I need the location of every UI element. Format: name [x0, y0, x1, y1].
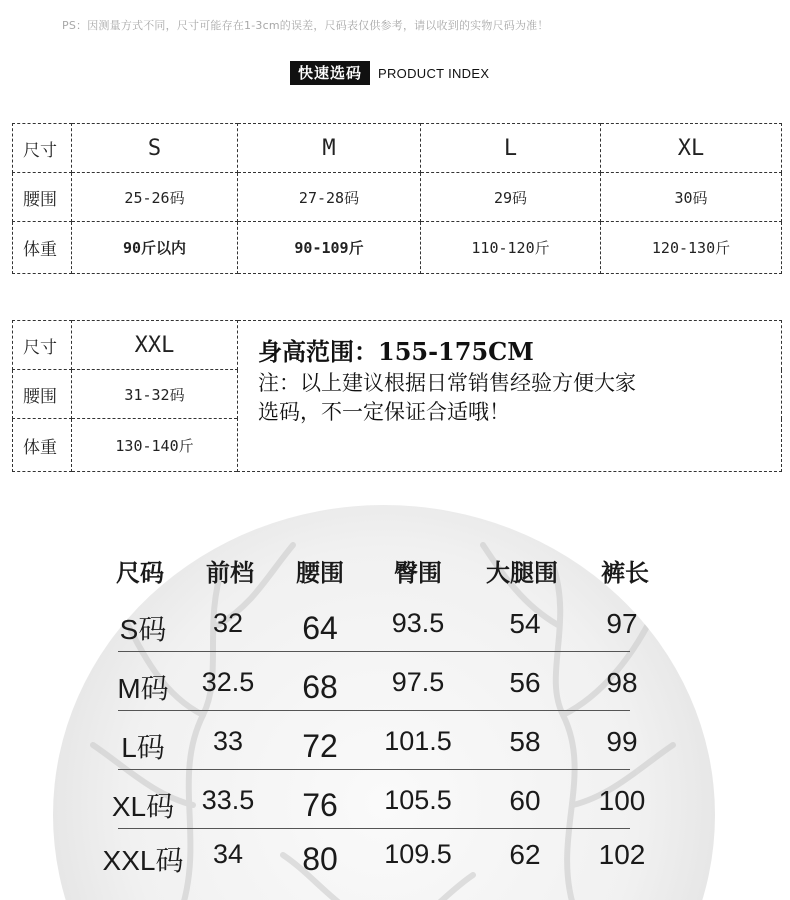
thigh-cell: 58: [509, 726, 541, 757]
weight-cell: 130-140斤: [72, 419, 238, 472]
length-cell: 99: [606, 726, 638, 757]
hip-cell: 97.5: [391, 667, 445, 697]
size-cell: M: [238, 124, 421, 173]
front-rise-cell: 34: [212, 839, 244, 869]
hip-cell: 105.5: [384, 785, 452, 815]
front-rise-cell: 33: [212, 726, 244, 756]
waist-cell: 76: [302, 787, 338, 823]
waist-cell: 27-28码: [238, 173, 421, 222]
size-label-cell: XL码: [111, 791, 175, 822]
length-cell: 100: [598, 785, 646, 816]
waist-cell: 29码: [421, 173, 601, 222]
weight-cell: 110-120斤: [421, 222, 601, 274]
thigh-cell: 62: [509, 839, 541, 870]
size-label-cell: L码: [121, 732, 165, 763]
row-divider: [118, 828, 630, 829]
size-cell: L: [421, 124, 601, 173]
waist-cell: 64: [302, 610, 338, 646]
waist-cell: 30码: [601, 173, 782, 222]
height-range-note-line1: 注：以上建议根据日常销售经验方便大家: [258, 371, 636, 395]
row-label-weight: 体重: [13, 222, 72, 274]
size-cell: XXL: [72, 321, 238, 370]
weight-cell: 90-109斤: [238, 222, 421, 274]
row-label-waist: 腰围: [13, 173, 72, 222]
size-cell: S: [72, 124, 238, 173]
length-cell: 97: [606, 608, 638, 639]
section-title-cn: 快速选码: [290, 61, 370, 85]
height-range-heading: 身高范围：155-175CM: [258, 337, 534, 366]
row-divider: [118, 710, 630, 711]
length-cell: 98: [606, 667, 638, 698]
size-label-cell: M码: [117, 673, 169, 704]
weight-cell: 90斤以内: [72, 222, 238, 274]
header-size: 尺码: [116, 559, 164, 587]
row-label-size: 尺寸: [13, 124, 72, 173]
waist-cell: 80: [302, 841, 338, 877]
height-range-note-line2: 选码，不一定保证合适哦！: [258, 400, 510, 424]
header-waist: 腰围: [296, 559, 344, 587]
hip-cell: 93.5: [391, 608, 445, 638]
row-label-size: 尺寸: [13, 321, 72, 370]
front-rise-cell: 32: [212, 608, 244, 638]
front-rise-cell: 33.5: [201, 785, 255, 815]
size-cell: XL: [601, 124, 782, 173]
front-rise-cell: 32.5: [201, 667, 255, 697]
header-front-rise: 前档: [206, 559, 254, 587]
header-thigh: 大腿围: [486, 559, 558, 587]
size-label-cell: XXL码: [102, 845, 184, 876]
length-cell: 102: [598, 839, 646, 870]
section-title-en: PRODUCT INDEX: [378, 65, 490, 81]
thigh-cell: 60: [509, 785, 541, 816]
waist-cell: 31-32码: [72, 370, 238, 419]
hip-cell: 109.5: [384, 839, 452, 869]
header-hip: 臀围: [394, 559, 442, 587]
row-divider: [118, 651, 630, 652]
waist-cell: 68: [302, 669, 338, 705]
row-label-weight: 体重: [13, 419, 72, 472]
waist-cell: 25-26码: [72, 173, 238, 222]
weight-cell: 120-130斤: [601, 222, 782, 274]
waist-cell: 72: [302, 728, 338, 764]
row-label-waist: 腰围: [13, 370, 72, 419]
row-divider: [118, 769, 630, 770]
size-label-cell: S码: [119, 614, 167, 645]
disclaimer-note: PS：因测量方式不同，尺寸可能存在1-3cm的误差，尺码表仅供参考，请以收到的实物尺码为准！: [62, 19, 549, 32]
header-length: 裤长: [601, 559, 649, 587]
hip-cell: 101.5: [384, 726, 452, 756]
thigh-cell: 56: [509, 667, 541, 698]
thigh-cell: 54: [509, 608, 541, 639]
